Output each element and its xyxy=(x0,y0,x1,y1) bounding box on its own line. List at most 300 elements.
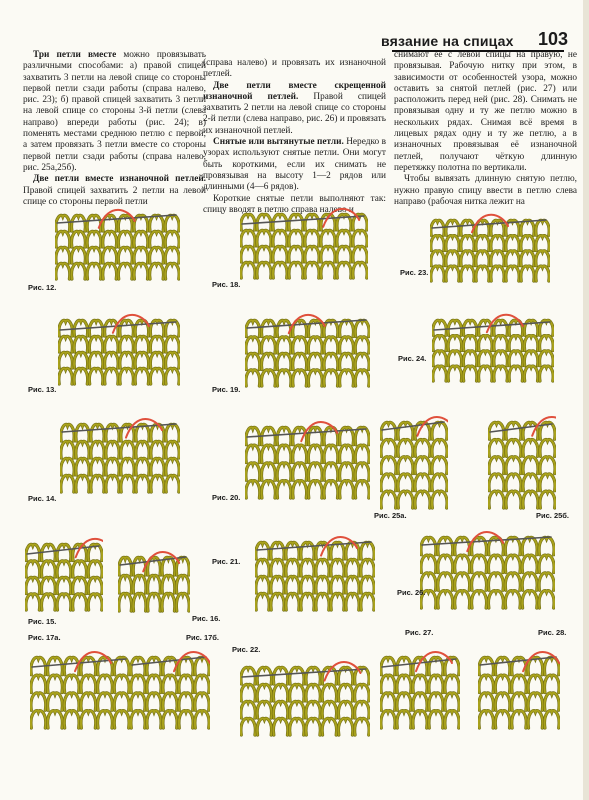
stitch-loop xyxy=(397,657,411,674)
stitch-loop xyxy=(540,336,554,351)
stitch-loop xyxy=(495,657,510,674)
figure-caption: Рис. 16. xyxy=(192,614,221,623)
stitch-loop xyxy=(448,336,462,351)
stitch-loop xyxy=(165,247,179,263)
stitch-loop xyxy=(286,559,299,576)
stitch-loop xyxy=(165,231,179,247)
stitch-loop xyxy=(241,701,255,718)
text-column-2 xyxy=(203,58,386,216)
stitch-loop xyxy=(324,481,338,498)
stitch-loop xyxy=(135,352,149,368)
stitch-loop xyxy=(445,711,459,728)
stitch-loop xyxy=(491,266,504,281)
stitch-loop xyxy=(321,230,335,246)
stitch-loop xyxy=(536,220,549,235)
stitch-loop xyxy=(163,675,177,692)
stitch-loop xyxy=(539,537,554,554)
stitch-loop xyxy=(528,693,543,710)
stitch-loop xyxy=(81,693,96,710)
stitch-loop xyxy=(273,718,287,735)
stitch-loop xyxy=(73,544,87,560)
stitch-loop xyxy=(472,591,487,608)
stitch-loop xyxy=(163,693,177,710)
paragraph: снимают её с левой спицы на правую, не провязывая. Рабочую нитку при этом, в зависимости от особенностей узора, можно оставить за снятой петлей (рис. 27) или расположить перед ней (рис. 28). Снимать не провязывая одну и ту же петлю можно в нескольких рядах. Снимая всё время в лицевых рядах одну и ту же петлю, а в изнаночных провязывая её изнаночной петлей, получают чёткую длинную перетяжку полотна по вертикали. xyxy=(394,50,577,173)
stitch-loop xyxy=(61,458,74,475)
stitch-loop xyxy=(273,246,287,262)
stitch-loop xyxy=(361,593,374,610)
stitch-loop xyxy=(488,573,503,590)
stitch-loop xyxy=(26,561,40,577)
knit-swatch-svg xyxy=(488,410,556,510)
stitch-loop xyxy=(57,544,71,560)
stitch-loop xyxy=(150,215,164,231)
stitch-loop xyxy=(163,711,177,728)
stitch-loop xyxy=(256,576,269,593)
stitch-loop xyxy=(509,336,523,351)
stitch-loop xyxy=(73,577,87,593)
stitch-loop xyxy=(316,576,329,593)
stitch-loop xyxy=(495,711,510,728)
stitch-loop xyxy=(413,693,427,710)
stitch-loop xyxy=(166,424,179,441)
stitch-loop xyxy=(355,718,369,735)
paragraph: Короткие снятые петли выполняют так: спицу вводят в петлю справа налево и xyxy=(203,193,386,215)
stitch-loop xyxy=(512,711,527,728)
stitch-loop xyxy=(89,368,103,384)
stitch-loop xyxy=(277,427,291,444)
stitch-loop xyxy=(528,675,543,692)
stitch-loop xyxy=(241,230,255,246)
knit-swatch-svg xyxy=(420,525,555,610)
stitch-loop xyxy=(246,337,260,353)
paragraph: Две петли вместе скрещенной изнаночной петлей. Правой спицей захватить 2 петли на левой спице со стороны 2-й петли (слева направо, рис. 26) и провязать их изнаночной петлей. xyxy=(203,80,386,136)
stitch-loop xyxy=(74,352,88,368)
section-title: вязание на спицах xyxy=(381,33,514,49)
stitch-loop xyxy=(119,557,132,575)
stitch-loop xyxy=(415,457,430,474)
stitch-loop xyxy=(505,555,520,572)
stitch-loop xyxy=(472,573,487,590)
stitch-loop xyxy=(106,475,119,492)
stitch-loop xyxy=(150,368,164,384)
stitch-loop xyxy=(165,215,179,231)
stitch-loop xyxy=(91,441,104,458)
stitch-loop xyxy=(506,457,521,474)
knitting-illustration-13 xyxy=(58,308,180,386)
stitch-loop xyxy=(88,577,102,593)
stitch-loop xyxy=(381,422,396,439)
stitch-loop xyxy=(26,577,40,593)
stitch-loop xyxy=(488,591,503,608)
stitch-loop xyxy=(306,701,320,718)
stitch-loop xyxy=(56,247,70,263)
stitch-loop xyxy=(479,693,494,710)
stitch-loop xyxy=(506,491,521,508)
knit-swatch-svg xyxy=(245,308,370,388)
stitch-loop xyxy=(64,693,79,710)
stitch-loop xyxy=(147,693,161,710)
stitch-loop xyxy=(397,711,411,728)
stitch-loop xyxy=(150,352,164,368)
stitch-loop xyxy=(522,537,537,554)
stitch-loop xyxy=(413,657,427,674)
knit-swatch-svg xyxy=(60,412,180,494)
knit-swatch-svg xyxy=(478,645,560,730)
stitch-loop xyxy=(136,458,149,475)
stitch-loop xyxy=(147,675,161,692)
stitch-loop xyxy=(455,591,470,608)
stitch-loop xyxy=(131,675,145,692)
stitch-loop xyxy=(340,481,354,498)
paragraph: Чтобы вывязать длинную снятую петлю, нужно правую спицу ввести в петлю слева направо (рабочая нитка лежит на xyxy=(394,174,577,207)
stitch-loop xyxy=(415,474,430,491)
stitch-loop xyxy=(166,352,180,368)
stitch-loop xyxy=(114,675,129,692)
stitch-loop xyxy=(505,573,520,590)
stitch-loop xyxy=(61,441,74,458)
stitch-loop xyxy=(72,247,86,263)
stitch-loop xyxy=(262,463,276,480)
stitch-loop xyxy=(340,370,354,386)
working-yarn xyxy=(321,537,357,556)
paragraph: Снятые или вытянутые петли. Нередко в узорах используют снятые петли. Они могут быть короткими, если их снимать не провязывая на высоту 1—2 рядов или длинными (4—6 рядов). xyxy=(203,137,386,193)
knit-swatch-svg xyxy=(245,415,370,500)
text-column-1 xyxy=(23,50,206,208)
knitting-illustration-14 xyxy=(60,412,180,494)
stitch-loop xyxy=(98,675,113,692)
stitch-loop xyxy=(479,675,494,692)
stitch-loop xyxy=(176,575,189,593)
paragraph: Две петли вместе изнаночной петлей. Правой спицей захватить 2 петли на левой спице со стороны первой петли xyxy=(23,174,206,207)
knit-swatch-svg xyxy=(255,530,375,612)
stitch-loop xyxy=(87,263,101,279)
stitch-loop xyxy=(273,701,287,718)
text-column-3 xyxy=(394,50,577,208)
stitch-loop xyxy=(398,474,413,491)
stitch-loop xyxy=(262,481,276,498)
stitch-loop xyxy=(305,262,319,278)
stitch-loop xyxy=(293,427,307,444)
stitch-loop xyxy=(461,266,474,281)
stitch-loop xyxy=(246,463,260,480)
stitch-loop xyxy=(31,675,46,692)
stitch-loop xyxy=(545,693,560,710)
stitch-loop xyxy=(506,440,521,457)
stitch-loop xyxy=(262,370,276,386)
stitch-loop xyxy=(429,675,443,692)
stitch-loop xyxy=(271,576,284,593)
stitch-loop xyxy=(438,591,453,608)
stitch-loop xyxy=(81,711,96,728)
stitch-loop xyxy=(524,351,538,366)
stitch-loop xyxy=(241,684,255,701)
stitch-loop xyxy=(455,555,470,572)
stitch-loop xyxy=(133,557,146,575)
knit-swatch-svg xyxy=(130,645,210,730)
stitch-loop xyxy=(76,475,89,492)
stitch-loop xyxy=(246,445,260,462)
stitch-loop xyxy=(539,555,554,572)
stitch-loop xyxy=(421,537,436,554)
figure-caption: Рис. 19. xyxy=(212,385,241,394)
knitting-illustration-17a xyxy=(30,645,130,730)
stitch-loop xyxy=(106,424,119,441)
stitch-loop xyxy=(355,370,369,386)
stitch-loop xyxy=(432,440,447,457)
stitch-loop xyxy=(438,573,453,590)
stitch-loop xyxy=(397,675,411,692)
stitch-loop xyxy=(355,463,369,480)
stitch-loop xyxy=(106,458,119,475)
stitch-loop xyxy=(494,320,508,335)
stitch-loop xyxy=(340,337,354,353)
figure-caption: Рис. 17б. xyxy=(186,633,220,642)
figure-caption: Рис. 22. xyxy=(232,645,261,654)
stitch-loop xyxy=(536,236,549,251)
stitch-loop xyxy=(381,491,396,508)
stitch-loop xyxy=(324,445,338,462)
stitch-loop xyxy=(523,440,538,457)
stitch-loop xyxy=(165,263,179,279)
stitch-loop xyxy=(120,320,134,336)
stitch-loop xyxy=(150,231,164,247)
stitch-loop xyxy=(308,481,322,498)
stitch-loop xyxy=(166,458,179,475)
stitch-loop xyxy=(524,366,538,381)
knit-swatch-svg xyxy=(380,410,448,510)
stitch-loop xyxy=(166,336,180,352)
figure-caption: Рис. 17а. xyxy=(28,633,61,642)
stitch-loop xyxy=(56,263,70,279)
stitch-loop xyxy=(398,457,413,474)
stitch-loop xyxy=(398,422,413,439)
knit-swatch-svg xyxy=(118,545,190,613)
stitch-loop xyxy=(306,684,320,701)
stitch-loop xyxy=(301,593,314,610)
stitch-loop xyxy=(381,711,395,728)
stitch-loop xyxy=(322,684,336,701)
stitch-loop xyxy=(523,457,538,474)
stitch-loop xyxy=(495,675,510,692)
stitch-loop xyxy=(59,368,73,384)
stitch-loop xyxy=(262,320,276,336)
stitch-loop xyxy=(179,693,193,710)
knitting-illustration-17b xyxy=(130,645,210,730)
stitch-loop xyxy=(105,368,119,384)
knit-swatch-svg xyxy=(240,202,368,280)
stitch-loop xyxy=(432,422,447,439)
stitch-loop xyxy=(340,353,354,369)
stitch-loop xyxy=(88,594,102,610)
stitch-loop xyxy=(73,561,87,577)
stitch-loop xyxy=(305,230,319,246)
stitch-loop xyxy=(277,370,291,386)
stitch-loop xyxy=(103,247,117,263)
stitch-loop xyxy=(494,336,508,351)
knit-swatch-svg xyxy=(25,532,103,612)
stitch-loop xyxy=(74,368,88,384)
stitch-loop xyxy=(179,711,193,728)
stitch-loop xyxy=(494,351,508,366)
stitch-loop xyxy=(522,591,537,608)
stitch-loop xyxy=(505,591,520,608)
stitch-loop xyxy=(121,441,134,458)
stitch-loop xyxy=(446,220,459,235)
stitch-loop xyxy=(81,657,96,674)
stitch-loop xyxy=(91,475,104,492)
stitch-loop xyxy=(308,353,322,369)
stitch-loop xyxy=(262,337,276,353)
page-number: 103 xyxy=(538,29,569,49)
stitch-loop xyxy=(166,368,180,384)
stitch-loop xyxy=(121,475,134,492)
stitch-loop xyxy=(432,474,447,491)
stitch-loop xyxy=(479,711,494,728)
stitch-loop xyxy=(273,262,287,278)
stitch-loop xyxy=(521,220,534,235)
knitting-illustration-22 xyxy=(240,655,370,737)
stitch-loop xyxy=(290,684,304,701)
knitting-illustration-24 xyxy=(432,308,554,383)
stitch-loop xyxy=(523,491,538,508)
stitch-loop xyxy=(61,475,74,492)
stitch-loop xyxy=(446,266,459,281)
stitch-loop xyxy=(324,463,338,480)
stitch-loop xyxy=(355,445,369,462)
knitting-illustration-28 xyxy=(478,645,560,730)
stitch-loop xyxy=(540,440,555,457)
stitch-loop xyxy=(135,336,149,352)
stitch-loop xyxy=(445,693,459,710)
stitch-loop xyxy=(346,559,359,576)
stitch-loop xyxy=(540,491,555,508)
stitch-loop xyxy=(293,445,307,462)
figure-caption: Рис. 27. xyxy=(405,628,434,637)
stitch-loop xyxy=(106,441,119,458)
paragraph: (справа налево) и провязать их изнаночной петлей. xyxy=(203,58,386,80)
knit-swatch-svg xyxy=(58,308,180,386)
stitch-loop xyxy=(289,230,303,246)
stitch-loop xyxy=(446,236,459,251)
stitch-loop xyxy=(72,231,86,247)
stitch-loop xyxy=(114,711,129,728)
stitch-loop xyxy=(64,675,79,692)
stitch-loop xyxy=(72,263,86,279)
stitch-loop xyxy=(81,675,96,692)
stitch-loop xyxy=(521,266,534,281)
figure-caption: Рис. 14. xyxy=(28,494,57,503)
stitch-loop xyxy=(338,718,352,735)
stitch-loop xyxy=(257,684,271,701)
stitch-loop xyxy=(413,675,427,692)
stitch-loop xyxy=(290,667,304,684)
stitch-loop xyxy=(545,711,560,728)
stitch-loop xyxy=(119,593,132,611)
stitch-loop xyxy=(56,231,70,247)
stitch-loop xyxy=(446,251,459,266)
stitch-loop xyxy=(241,262,255,278)
stitch-loop xyxy=(381,675,395,692)
stitch-loop xyxy=(491,251,504,266)
stitch-loop xyxy=(340,320,354,336)
stitch-loop xyxy=(324,337,338,353)
stitch-loop xyxy=(506,251,519,266)
stitch-loop xyxy=(121,458,134,475)
stitch-loop xyxy=(353,246,367,262)
stitch-loop xyxy=(76,424,89,441)
stitch-loop xyxy=(119,575,132,593)
page-edge xyxy=(583,0,589,800)
stitch-loop xyxy=(421,555,436,572)
stitch-loop xyxy=(463,336,477,351)
stitch-loop xyxy=(489,457,504,474)
stitch-loop xyxy=(131,711,145,728)
stitch-loop xyxy=(134,247,148,263)
stitch-loop xyxy=(338,701,352,718)
stitch-loop xyxy=(118,231,132,247)
knitting-illustration-18 xyxy=(240,202,368,280)
stitch-loop xyxy=(540,474,555,491)
stitch-loop xyxy=(355,684,369,701)
stitch-loop xyxy=(523,422,538,439)
stitch-loop xyxy=(151,424,164,441)
knit-swatch-svg xyxy=(380,645,460,730)
stitch-loop xyxy=(506,266,519,281)
stitch-loop xyxy=(293,353,307,369)
stitch-loop xyxy=(495,693,510,710)
stitch-loop xyxy=(133,593,146,611)
stitch-loop xyxy=(346,576,359,593)
stitch-loop xyxy=(489,474,504,491)
stitch-loop xyxy=(337,246,351,262)
stitch-loop xyxy=(290,718,304,735)
stitch-loop xyxy=(479,336,493,351)
stitch-loop xyxy=(59,336,73,352)
stitch-loop xyxy=(57,594,71,610)
stitch-loop xyxy=(118,263,132,279)
figure-caption: Рис. 15. xyxy=(28,617,57,626)
knitting-illustration-25b xyxy=(488,410,556,510)
stitch-loop xyxy=(438,537,453,554)
stitch-loop xyxy=(151,475,164,492)
stitch-loop xyxy=(179,675,193,692)
figure-caption: Рис. 13. xyxy=(28,385,57,394)
knit-swatch-svg xyxy=(430,208,550,283)
stitch-loop xyxy=(322,718,336,735)
stitch-loop xyxy=(195,693,209,710)
stitch-loop xyxy=(166,475,179,492)
stitch-loop xyxy=(289,214,303,230)
stitch-loop xyxy=(120,352,134,368)
stitch-loop xyxy=(433,320,447,335)
stitch-loop xyxy=(176,593,189,611)
stitch-loop xyxy=(277,445,291,462)
stitch-loop xyxy=(355,701,369,718)
stitch-loop xyxy=(301,576,314,593)
stitch-loop xyxy=(162,575,175,593)
stitch-loop xyxy=(512,693,527,710)
stitch-loop xyxy=(522,555,537,572)
stitch-loop xyxy=(540,366,554,381)
stitch-loop xyxy=(290,701,304,718)
figure-caption: Рис. 18. xyxy=(212,280,241,289)
stitch-loop xyxy=(415,491,430,508)
stitch-loop xyxy=(381,457,396,474)
stitch-loop xyxy=(131,693,145,710)
stitch-loop xyxy=(321,246,335,262)
stitch-loop xyxy=(118,247,132,263)
stitch-loop xyxy=(506,474,521,491)
